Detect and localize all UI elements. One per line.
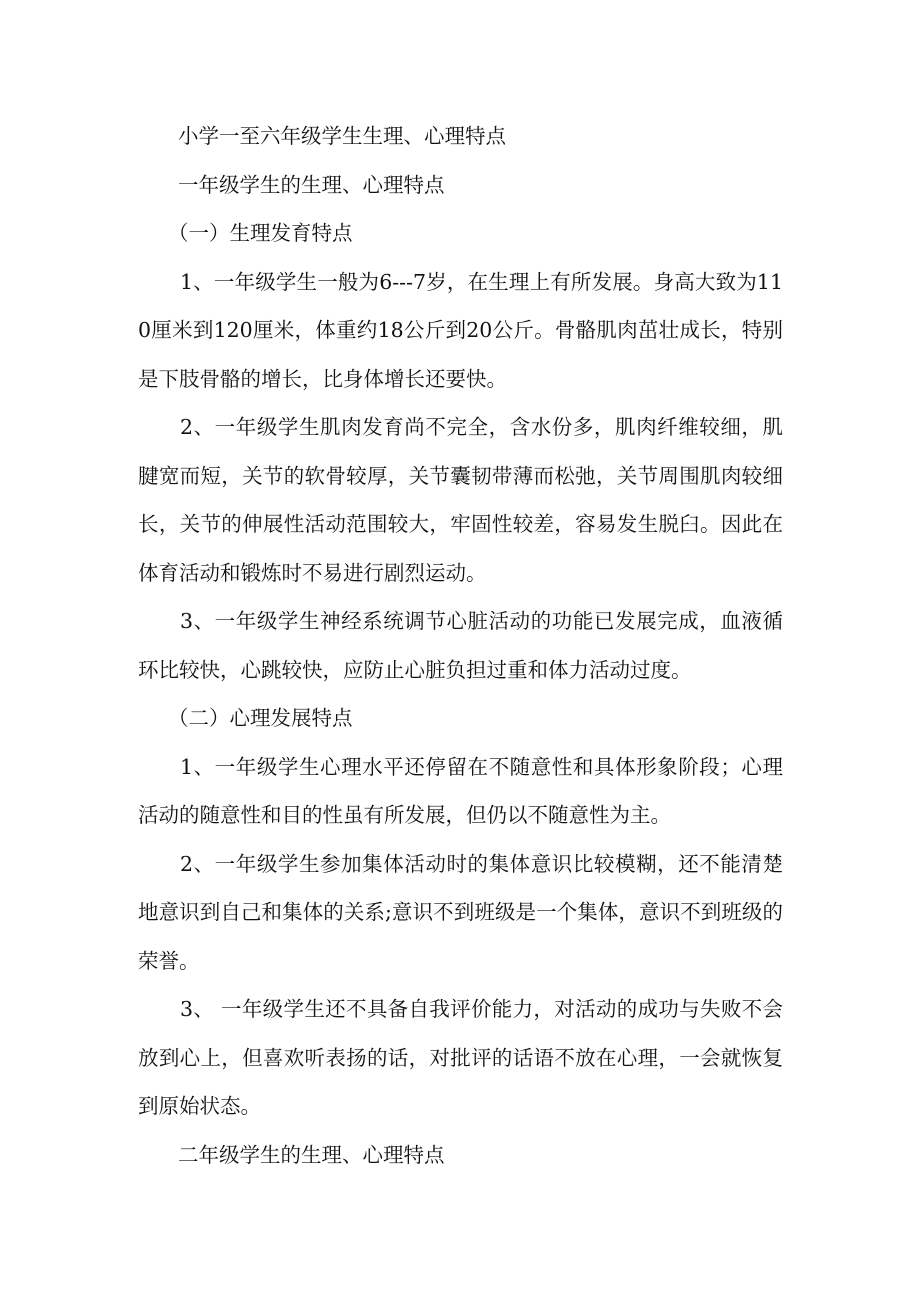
document-body [138,112,783,1179]
grade1-psychological-item-1: 1、一年级学生心理水平还停留在不随意性和具体形象阶段；心理活动的随意性和目的性虽有所发展，但仍以不随意性为主。 [138,754,783,827]
grade1-physical-heading: （一）生理发育特点 [168,221,353,245]
grade1-physical-item-3: 3、一年级学生神经系统调节心脏活动的功能已发展完成，血液循环比较快，心跳较快，应防止心脏负担过重和体力活动过度。 [138,609,783,682]
grade2-heading: 二年级学生的生理、心理特点 [178,1142,445,1167]
grade1-physical-item-2: 2、一年级学生肌肉发育尚不完全，含水份多，肌肉纤维较细，肌腱宽而短，关节的软骨较厚，关节囊韧带薄而松弛，关节周围肌肉较细长，关节的伸展性活动范围较大，牢固性较差，容易发生脱臼。因此在体育活动和锻炼时不易进行剧烈运动。 [138,415,783,585]
grade1-psychological-item-2: 2、一年级学生参加集体活动时的集体意识比较模糊，还不能清楚地意识到自己和集体的关系;意识不到班级是一个集体，意识不到班级的荣誉。 [138,851,783,973]
grade1-physical-item-1: 1、一年级学生一般为6---7岁，在生理上有所发展。身高大致为110厘米到120厘米，体重约18公斤到20公斤。骨骼肌肉茁壮成长，特别是下肢骨骼的增长，比身体增长还要快。 [138,269,783,391]
grade1-psychological-heading: （二）心理发展特点 [168,706,353,730]
document-title: 小学一至六年级学生生理、心理特点 [178,124,506,148]
grade1-heading: 一年级学生的生理、心理特点 [178,172,445,197]
grade1-psychological-item-3: 3、 一年级学生还不具备自我评价能力，对活动的成功与失败不会放到心上，但喜欢听表扬的话，对批评的话语不放在心理，一会就恢复到原始状态。 [138,997,783,1118]
